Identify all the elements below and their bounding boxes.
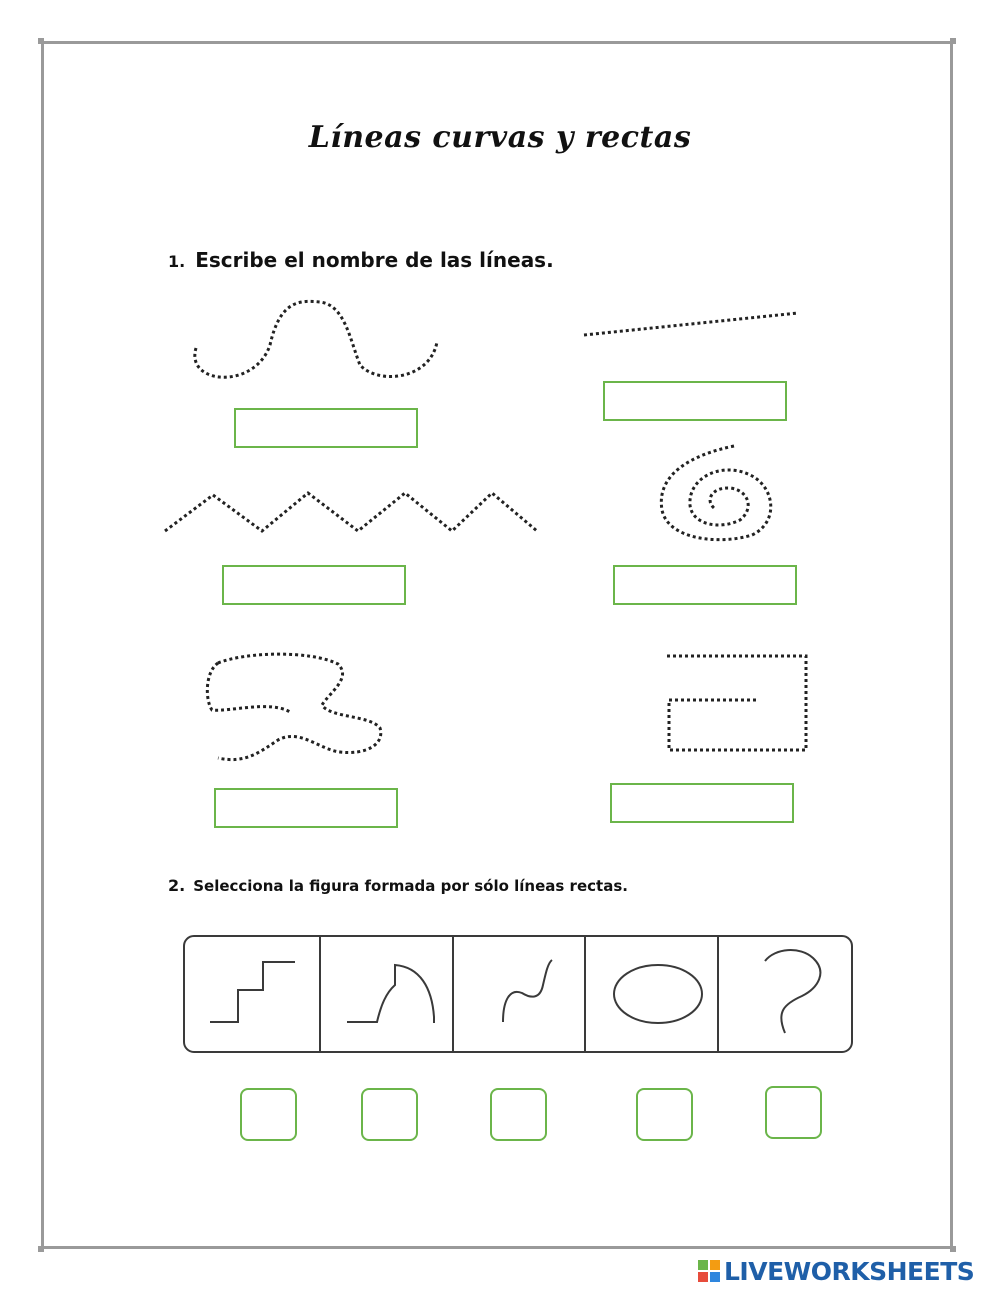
select-box-4[interactable]	[636, 1088, 693, 1141]
oval-figure	[614, 965, 702, 1023]
logo-tiles-icon	[698, 1260, 720, 1282]
brand-name: LIVEWORKSHEETS	[724, 1256, 975, 1286]
question-2-text: Selecciona la figura formada por sólo líneas rectas.	[193, 877, 628, 895]
worksheet-title: Líneas curvas y rectas	[308, 120, 692, 155]
hook-curve-figure	[765, 950, 820, 1033]
figure-strip-border	[184, 936, 852, 1052]
question-2-number: 2.	[168, 876, 186, 895]
quarter-circle-figure	[347, 965, 434, 1023]
select-box-3[interactable]	[490, 1088, 547, 1141]
staircase-figure	[210, 962, 295, 1022]
question-1-number: 1.	[168, 252, 186, 271]
select-box-1[interactable]	[240, 1088, 297, 1141]
select-box-5[interactable]	[765, 1086, 822, 1139]
wave-figure	[503, 960, 552, 1022]
question-1-text: Escribe el nombre de las líneas.	[195, 248, 554, 272]
select-box-2[interactable]	[361, 1088, 418, 1141]
liveworksheets-logo	[698, 1258, 974, 1284]
